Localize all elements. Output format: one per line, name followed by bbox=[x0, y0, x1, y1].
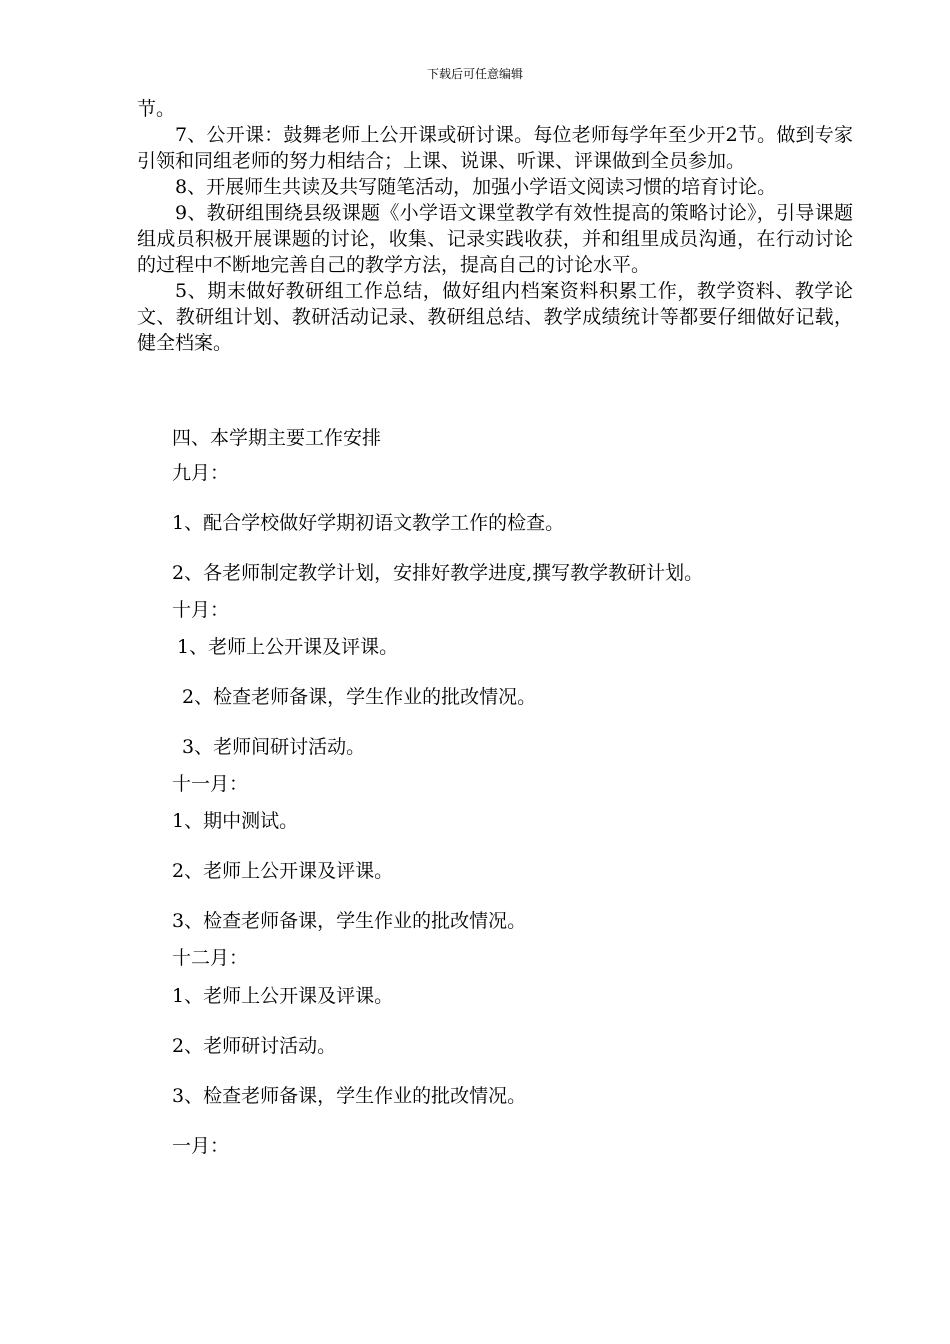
september-item-2: 2、各老师制定教学计划，安排好教学进度,撰写教学教研计划。 bbox=[172, 562, 704, 584]
body-paragraphs bbox=[137, 122, 853, 356]
month-september: 九月： bbox=[172, 462, 230, 484]
paragraph-research: 9、教研组围绕县级课题《小学语文课堂教学有效性提高的策略讨论》，引导课题组成员积极开展课题的讨论，收集、记录实践收获，并和组里成员沟通，在行动讨论的过程中不断地完善自己的教学方法，提高自己的讨论水平。 bbox=[137, 202, 853, 276]
november-item-1: 1、期中测试。 bbox=[172, 810, 299, 832]
month-december: 十二月： bbox=[172, 947, 249, 969]
october-item-2: 2、检查老师备课，学生作业的批改情况。 bbox=[182, 686, 537, 708]
december-item-3: 3、检查老师备课，学生作业的批改情况。 bbox=[172, 1085, 527, 1107]
october-item-3: 3、老师间研讨活动。 bbox=[182, 736, 366, 758]
month-november: 十一月： bbox=[172, 773, 249, 795]
month-october: 十月： bbox=[172, 599, 230, 621]
november-item-3: 3、检查老师备课，学生作业的批改情况。 bbox=[172, 910, 527, 932]
section-title: 四、本学期主要工作安排 bbox=[172, 427, 382, 449]
october-item-1: 1、老师上公开课及评课。 bbox=[177, 636, 399, 658]
continuation-text: 节。 bbox=[137, 98, 176, 120]
month-january: 一月： bbox=[172, 1135, 230, 1157]
november-item-2: 2、老师上公开课及评课。 bbox=[172, 860, 394, 882]
december-item-1: 1、老师上公开课及评课。 bbox=[172, 985, 394, 1007]
paragraph-open-class: 7、公开课：鼓舞老师上公开课或研讨课。每位老师每学年至少开2节。做到专家引领和同组老师的努力相结合；上课、说课、听课、评课做到全员参加。 bbox=[137, 124, 853, 172]
page-header: 下载后可任意编辑 bbox=[426, 67, 523, 81]
december-item-2: 2、老师研讨活动。 bbox=[172, 1035, 337, 1057]
september-item-1: 1、配合学校做好学期初语文教学工作的检查。 bbox=[172, 512, 565, 534]
paragraph-summary: 5、期末做好教研组工作总结，做好组内档案资料积累工作，教学资料、教学论文、教研组计划、教研活动记录、教研组总结、教学成绩统计等都要仔细做好记载，健全档案。 bbox=[137, 280, 853, 354]
paragraph-reading: 8、开展师生共读及共写随笔活动，加强小学语文阅读习惯的培育讨论。 bbox=[175, 176, 777, 198]
